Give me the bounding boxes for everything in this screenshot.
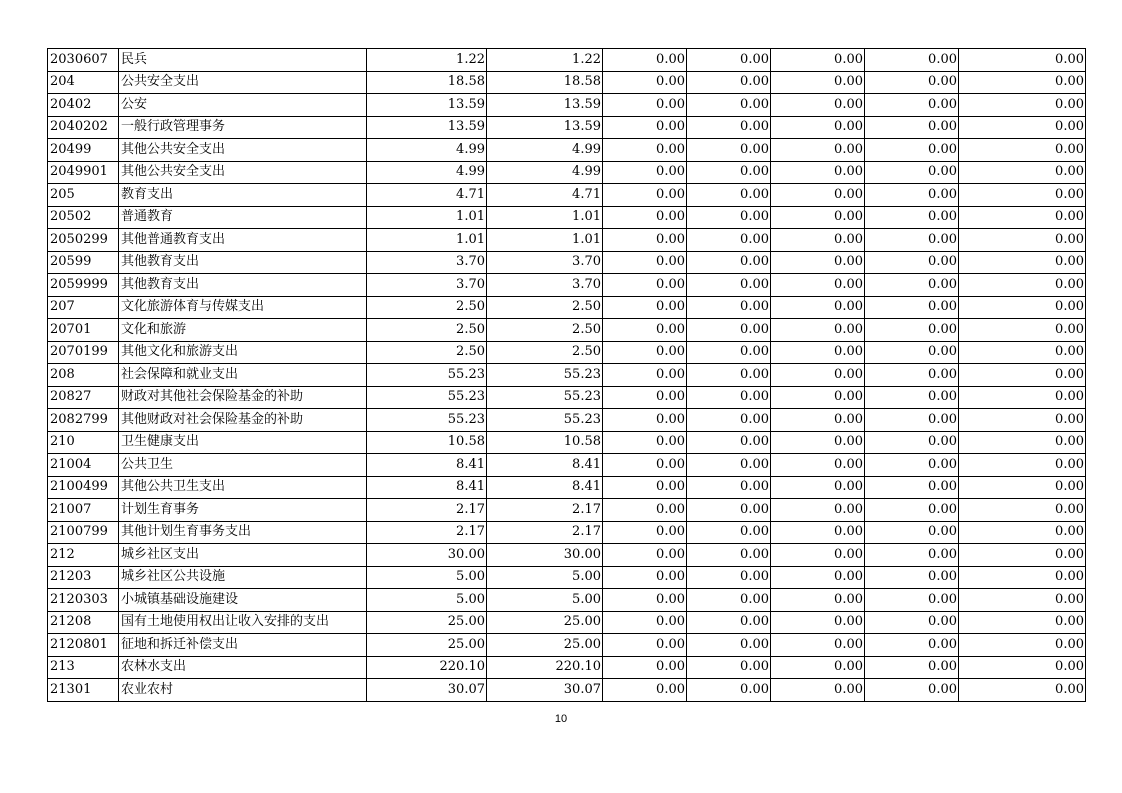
subject-code-cell: 2082799 (48, 409, 119, 432)
amount-cell: 3.70 (487, 274, 603, 297)
amount-cell: 0.00 (865, 319, 959, 342)
amount-cell: 0.00 (687, 634, 771, 657)
amount-cell: 0.00 (959, 341, 1086, 364)
amount-cell: 0.00 (603, 229, 687, 252)
amount-cell: 25.00 (367, 611, 487, 634)
amount-cell: 0.00 (959, 116, 1086, 139)
amount-cell: 55.23 (487, 364, 603, 387)
subject-code-cell: 21208 (48, 611, 119, 634)
amount-cell: 0.00 (771, 184, 865, 207)
subject-name-cell: 公共卫生 (119, 454, 367, 477)
amount-cell: 1.01 (487, 206, 603, 229)
table-row (48, 589, 1086, 612)
amount-cell: 0.00 (959, 634, 1086, 657)
amount-cell: 0.00 (687, 184, 771, 207)
table-row (48, 94, 1086, 117)
amount-cell: 0.00 (687, 116, 771, 139)
amount-cell: 0.00 (771, 409, 865, 432)
subject-name-cell: 教育支出 (119, 184, 367, 207)
amount-cell: 0.00 (865, 409, 959, 432)
amount-cell: 13.59 (367, 116, 487, 139)
amount-cell: 220.10 (487, 656, 603, 679)
amount-cell: 1.22 (367, 49, 487, 72)
subject-code-cell: 21004 (48, 454, 119, 477)
amount-cell: 0.00 (865, 296, 959, 319)
amount-cell: 0.00 (603, 341, 687, 364)
amount-cell: 0.00 (687, 49, 771, 72)
amount-cell: 0.00 (865, 521, 959, 544)
amount-cell: 0.00 (771, 566, 865, 589)
amount-cell: 0.00 (687, 611, 771, 634)
amount-cell: 0.00 (865, 274, 959, 297)
amount-cell: 0.00 (865, 49, 959, 72)
table-row (48, 251, 1086, 274)
table-row (48, 656, 1086, 679)
amount-cell: 0.00 (865, 364, 959, 387)
table-row (48, 454, 1086, 477)
page-number: 10 (554, 713, 568, 725)
table-row (48, 409, 1086, 432)
amount-cell: 0.00 (771, 656, 865, 679)
amount-cell: 0.00 (687, 296, 771, 319)
amount-cell: 55.23 (487, 386, 603, 409)
subject-code-cell: 208 (48, 364, 119, 387)
amount-cell: 220.10 (367, 656, 487, 679)
subject-code-cell: 20402 (48, 94, 119, 117)
subject-name-cell: 一般行政管理事务 (119, 116, 367, 139)
amount-cell: 0.00 (865, 634, 959, 657)
amount-cell: 0.00 (687, 656, 771, 679)
amount-cell: 0.00 (687, 431, 771, 454)
subject-name-cell: 小城镇基础设施建设 (119, 589, 367, 612)
amount-cell: 0.00 (771, 206, 865, 229)
amount-cell: 0.00 (687, 319, 771, 342)
amount-cell: 0.00 (603, 566, 687, 589)
amount-cell: 0.00 (959, 229, 1086, 252)
amount-cell: 18.58 (367, 71, 487, 94)
amount-cell: 2.17 (367, 499, 487, 522)
amount-cell: 0.00 (687, 476, 771, 499)
amount-cell: 25.00 (487, 634, 603, 657)
table-row (48, 229, 1086, 252)
subject-code-cell: 20827 (48, 386, 119, 409)
amount-cell: 55.23 (367, 364, 487, 387)
table-row (48, 544, 1086, 567)
amount-cell: 0.00 (603, 476, 687, 499)
subject-name-cell: 其他公共安全支出 (119, 161, 367, 184)
amount-cell: 0.00 (771, 229, 865, 252)
amount-cell: 0.00 (771, 386, 865, 409)
amount-cell: 0.00 (959, 454, 1086, 477)
amount-cell: 0.00 (959, 566, 1086, 589)
subject-name-cell: 民兵 (119, 49, 367, 72)
subject-name-cell: 社会保障和就业支出 (119, 364, 367, 387)
subject-code-cell: 2050299 (48, 229, 119, 252)
amount-cell: 0.00 (603, 116, 687, 139)
amount-cell: 0.00 (687, 161, 771, 184)
amount-cell: 0.00 (603, 409, 687, 432)
table-row (48, 319, 1086, 342)
subject-code-cell: 20502 (48, 206, 119, 229)
amount-cell: 0.00 (687, 409, 771, 432)
table-row (48, 476, 1086, 499)
amount-cell: 0.00 (603, 49, 687, 72)
subject-name-cell: 城乡社区公共设施 (119, 566, 367, 589)
amount-cell: 0.00 (771, 431, 865, 454)
amount-cell: 55.23 (367, 386, 487, 409)
amount-cell: 3.70 (487, 251, 603, 274)
amount-cell: 0.00 (603, 634, 687, 657)
amount-cell: 0.00 (959, 499, 1086, 522)
subject-name-cell: 其他计划生育事务支出 (119, 521, 367, 544)
amount-cell: 0.00 (959, 206, 1086, 229)
amount-cell: 0.00 (959, 184, 1086, 207)
table-row (48, 364, 1086, 387)
subject-name-cell: 其他公共卫生支出 (119, 476, 367, 499)
amount-cell: 3.70 (367, 274, 487, 297)
amount-cell: 1.01 (487, 229, 603, 252)
subject-code-cell: 21203 (48, 566, 119, 589)
amount-cell: 0.00 (771, 499, 865, 522)
amount-cell: 0.00 (865, 589, 959, 612)
subject-name-cell: 文化和旅游 (119, 319, 367, 342)
amount-cell: 4.99 (487, 161, 603, 184)
amount-cell: 0.00 (603, 206, 687, 229)
amount-cell: 0.00 (959, 94, 1086, 117)
amount-cell: 0.00 (959, 386, 1086, 409)
table-row (48, 386, 1086, 409)
amount-cell: 0.00 (865, 251, 959, 274)
amount-cell: 0.00 (865, 184, 959, 207)
amount-cell: 0.00 (771, 71, 865, 94)
subject-code-cell: 2100799 (48, 521, 119, 544)
table-row (48, 139, 1086, 162)
amount-cell: 0.00 (771, 544, 865, 567)
amount-cell: 0.00 (771, 679, 865, 702)
amount-cell: 0.00 (603, 679, 687, 702)
subject-name-cell: 征地和拆迁补偿支出 (119, 634, 367, 657)
amount-cell: 2.50 (487, 296, 603, 319)
subject-name-cell: 计划生育事务 (119, 499, 367, 522)
table-row (48, 184, 1086, 207)
amount-cell: 0.00 (687, 206, 771, 229)
table-body (48, 49, 1086, 702)
amount-cell: 8.41 (367, 476, 487, 499)
amount-cell: 0.00 (959, 251, 1086, 274)
amount-cell: 5.00 (487, 566, 603, 589)
amount-cell: 1.01 (367, 206, 487, 229)
amount-cell: 0.00 (603, 161, 687, 184)
amount-cell: 0.00 (603, 184, 687, 207)
amount-cell: 0.00 (603, 364, 687, 387)
amount-cell: 0.00 (687, 386, 771, 409)
amount-cell: 4.99 (487, 139, 603, 162)
subject-code-cell: 210 (48, 431, 119, 454)
amount-cell: 13.59 (487, 116, 603, 139)
amount-cell: 0.00 (959, 274, 1086, 297)
amount-cell: 0.00 (865, 161, 959, 184)
subject-name-cell: 文化旅游体育与传媒支出 (119, 296, 367, 319)
amount-cell: 10.58 (487, 431, 603, 454)
amount-cell: 1.22 (487, 49, 603, 72)
amount-cell: 0.00 (865, 611, 959, 634)
subject-code-cell: 2040202 (48, 116, 119, 139)
amount-cell: 5.00 (367, 566, 487, 589)
amount-cell: 0.00 (865, 566, 959, 589)
amount-cell: 0.00 (959, 319, 1086, 342)
amount-cell: 0.00 (687, 94, 771, 117)
amount-cell: 0.00 (865, 431, 959, 454)
amount-cell: 0.00 (687, 251, 771, 274)
subject-name-cell: 其他普通教育支出 (119, 229, 367, 252)
amount-cell: 0.00 (771, 341, 865, 364)
subject-code-cell: 2049901 (48, 161, 119, 184)
amount-cell: 2.50 (487, 319, 603, 342)
subject-code-cell: 205 (48, 184, 119, 207)
amount-cell: 0.00 (771, 634, 865, 657)
amount-cell: 4.99 (367, 139, 487, 162)
amount-cell: 0.00 (865, 454, 959, 477)
table-row (48, 679, 1086, 702)
amount-cell: 0.00 (959, 161, 1086, 184)
amount-cell: 0.00 (865, 341, 959, 364)
subject-name-cell: 普通教育 (119, 206, 367, 229)
table-row (48, 274, 1086, 297)
amount-cell: 0.00 (865, 656, 959, 679)
table-row (48, 499, 1086, 522)
amount-cell: 0.00 (771, 274, 865, 297)
subject-code-cell: 20599 (48, 251, 119, 274)
subject-code-cell: 2059999 (48, 274, 119, 297)
amount-cell: 25.00 (487, 611, 603, 634)
amount-cell: 0.00 (771, 589, 865, 612)
table-row (48, 71, 1086, 94)
amount-cell: 0.00 (959, 296, 1086, 319)
table-row (48, 521, 1086, 544)
amount-cell: 0.00 (687, 341, 771, 364)
amount-cell: 0.00 (959, 589, 1086, 612)
amount-cell: 0.00 (771, 161, 865, 184)
amount-cell: 0.00 (687, 454, 771, 477)
amount-cell: 0.00 (603, 274, 687, 297)
amount-cell: 0.00 (959, 611, 1086, 634)
table-row (48, 634, 1086, 657)
amount-cell: 2.17 (487, 521, 603, 544)
subject-code-cell: 2070199 (48, 341, 119, 364)
table-row (48, 49, 1086, 72)
amount-cell: 0.00 (603, 499, 687, 522)
amount-cell: 0.00 (603, 454, 687, 477)
amount-cell: 0.00 (959, 431, 1086, 454)
amount-cell: 8.41 (487, 454, 603, 477)
subject-name-cell: 国有土地使用权出让收入安排的支出 (119, 611, 367, 634)
amount-cell: 55.23 (487, 409, 603, 432)
amount-cell: 0.00 (771, 521, 865, 544)
amount-cell: 5.00 (487, 589, 603, 612)
amount-cell: 0.00 (603, 94, 687, 117)
subject-name-cell: 其他财政对社会保险基金的补助 (119, 409, 367, 432)
amount-cell: 0.00 (771, 49, 865, 72)
amount-cell: 0.00 (687, 139, 771, 162)
amount-cell: 0.00 (771, 454, 865, 477)
amount-cell: 0.00 (687, 71, 771, 94)
amount-cell: 0.00 (771, 296, 865, 319)
subject-code-cell: 2100499 (48, 476, 119, 499)
amount-cell: 0.00 (959, 139, 1086, 162)
amount-cell: 0.00 (865, 229, 959, 252)
amount-cell: 0.00 (687, 566, 771, 589)
amount-cell: 4.71 (367, 184, 487, 207)
subject-name-cell: 农林水支出 (119, 656, 367, 679)
table-row (48, 161, 1086, 184)
subject-code-cell: 204 (48, 71, 119, 94)
amount-cell: 13.59 (487, 94, 603, 117)
amount-cell: 0.00 (603, 139, 687, 162)
amount-cell: 55.23 (367, 409, 487, 432)
amount-cell: 30.00 (367, 544, 487, 567)
subject-name-cell: 公共安全支出 (119, 71, 367, 94)
amount-cell: 0.00 (687, 274, 771, 297)
amount-cell: 0.00 (865, 206, 959, 229)
subject-name-cell: 其他教育支出 (119, 274, 367, 297)
amount-cell: 3.70 (367, 251, 487, 274)
amount-cell: 0.00 (865, 116, 959, 139)
amount-cell: 0.00 (687, 589, 771, 612)
amount-cell: 0.00 (603, 544, 687, 567)
amount-cell: 1.01 (367, 229, 487, 252)
amount-cell: 0.00 (865, 94, 959, 117)
subject-name-cell: 其他文化和旅游支出 (119, 341, 367, 364)
subject-code-cell: 21301 (48, 679, 119, 702)
amount-cell: 0.00 (771, 364, 865, 387)
subject-code-cell: 20499 (48, 139, 119, 162)
amount-cell: 2.50 (367, 319, 487, 342)
amount-cell: 0.00 (687, 521, 771, 544)
amount-cell: 0.00 (771, 116, 865, 139)
subject-name-cell: 其他公共安全支出 (119, 139, 367, 162)
subject-name-cell: 其他教育支出 (119, 251, 367, 274)
amount-cell: 0.00 (603, 521, 687, 544)
amount-cell: 0.00 (959, 71, 1086, 94)
amount-cell: 0.00 (771, 319, 865, 342)
subject-code-cell: 21007 (48, 499, 119, 522)
amount-cell: 0.00 (603, 71, 687, 94)
subject-name-cell: 农业农村 (119, 679, 367, 702)
amount-cell: 0.00 (603, 386, 687, 409)
subject-code-cell: 2030607 (48, 49, 119, 72)
amount-cell: 0.00 (603, 251, 687, 274)
table-row (48, 206, 1086, 229)
amount-cell: 0.00 (865, 679, 959, 702)
table-row (48, 566, 1086, 589)
table-row (48, 611, 1086, 634)
amount-cell: 10.58 (367, 431, 487, 454)
amount-cell: 0.00 (687, 364, 771, 387)
amount-cell: 0.00 (687, 499, 771, 522)
table-row (48, 116, 1086, 139)
amount-cell: 5.00 (367, 589, 487, 612)
amount-cell: 0.00 (959, 476, 1086, 499)
subject-code-cell: 207 (48, 296, 119, 319)
amount-cell: 0.00 (865, 71, 959, 94)
amount-cell: 2.50 (487, 341, 603, 364)
amount-cell: 0.00 (959, 409, 1086, 432)
amount-cell: 0.00 (603, 319, 687, 342)
amount-cell: 0.00 (771, 139, 865, 162)
subject-name-cell: 卫生健康支出 (119, 431, 367, 454)
amount-cell: 0.00 (865, 139, 959, 162)
budget-table (47, 48, 1086, 702)
amount-cell: 0.00 (865, 499, 959, 522)
amount-cell: 30.07 (487, 679, 603, 702)
subject-name-cell: 公安 (119, 94, 367, 117)
amount-cell: 0.00 (959, 544, 1086, 567)
amount-cell: 0.00 (603, 431, 687, 454)
amount-cell: 0.00 (603, 656, 687, 679)
amount-cell: 0.00 (959, 49, 1086, 72)
amount-cell: 0.00 (865, 476, 959, 499)
amount-cell: 0.00 (771, 94, 865, 117)
amount-cell: 0.00 (959, 521, 1086, 544)
subject-code-cell: 212 (48, 544, 119, 567)
amount-cell: 0.00 (771, 251, 865, 274)
amount-cell: 0.00 (865, 544, 959, 567)
amount-cell: 0.00 (959, 364, 1086, 387)
amount-cell: 25.00 (367, 634, 487, 657)
amount-cell: 18.58 (487, 71, 603, 94)
amount-cell: 0.00 (603, 611, 687, 634)
amount-cell: 0.00 (771, 476, 865, 499)
table-row (48, 431, 1086, 454)
amount-cell: 30.07 (367, 679, 487, 702)
amount-cell: 13.59 (367, 94, 487, 117)
subject-code-cell: 2120303 (48, 589, 119, 612)
amount-cell: 0.00 (687, 544, 771, 567)
amount-cell: 2.50 (367, 341, 487, 364)
table-row (48, 341, 1086, 364)
subject-code-cell: 213 (48, 656, 119, 679)
amount-cell: 30.00 (487, 544, 603, 567)
amount-cell: 0.00 (687, 679, 771, 702)
subject-name-cell: 财政对其他社会保险基金的补助 (119, 386, 367, 409)
amount-cell: 0.00 (865, 386, 959, 409)
amount-cell: 8.41 (367, 454, 487, 477)
subject-code-cell: 2120801 (48, 634, 119, 657)
amount-cell: 2.50 (367, 296, 487, 319)
amount-cell: 0.00 (603, 589, 687, 612)
subject-name-cell: 城乡社区支出 (119, 544, 367, 567)
amount-cell: 0.00 (771, 611, 865, 634)
amount-cell: 0.00 (959, 656, 1086, 679)
amount-cell: 0.00 (959, 679, 1086, 702)
amount-cell: 4.99 (367, 161, 487, 184)
subject-code-cell: 20701 (48, 319, 119, 342)
amount-cell: 0.00 (603, 296, 687, 319)
amount-cell: 2.17 (487, 499, 603, 522)
amount-cell: 4.71 (487, 184, 603, 207)
amount-cell: 8.41 (487, 476, 603, 499)
amount-cell: 2.17 (367, 521, 487, 544)
table-row (48, 296, 1086, 319)
amount-cell: 0.00 (687, 229, 771, 252)
